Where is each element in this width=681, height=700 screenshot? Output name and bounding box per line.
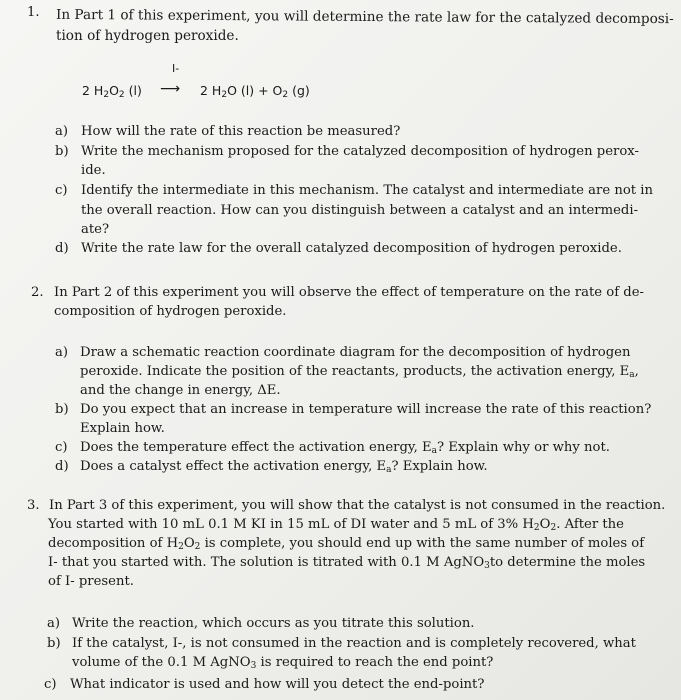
q1-c-text-line-3: ate? <box>81 222 110 237</box>
q2-d-label: d) <box>55 459 69 474</box>
q2-a-label: a) <box>55 345 69 360</box>
question-1-number: 1. <box>27 5 40 20</box>
q3-c-label: c) <box>44 677 57 692</box>
catalyst-label: I- <box>172 62 180 75</box>
q1-c-label: c) <box>55 183 68 198</box>
q3-b-text-line-1: If the catalyst, I-, is not consumed in the reaction and is completely recovered, what <box>72 636 636 651</box>
q3-c-text: What indicator is used and how will you detect the end-point? <box>70 677 485 692</box>
question-3-number: 3. <box>27 498 40 513</box>
question-3-paragraph-line-3: decomposition of $H_2O_2$ is complete, you should end up with the same number of moles of <box>48 536 645 552</box>
q1-c-text-line-2: the overall reaction. How can you distinguish between a catalyst and an intermedi- <box>81 203 639 218</box>
question-2-number: 2. <box>31 285 44 300</box>
q3-a-text: Write the reaction, which occurs as you titrate this solution. <box>72 616 475 631</box>
question-3-paragraph-line-2: You started with 10 mL 0.1 M KI in 15 mL of DI water and 5 mL of 3% $H_2O_2$. After the <box>48 517 624 533</box>
q1-b-text-line-2: ide. <box>81 163 106 178</box>
question-3-paragraph-line-5: of I- present. <box>48 574 134 589</box>
q2-b-text-line-1: Do you expect that an increase in temperature will increase the rate of this reaction? <box>80 402 652 417</box>
q2-d-text: Does a catalyst effect the activation energy, $E_a$? Explain how. <box>80 459 488 475</box>
reaction-arrow: ⟶ <box>160 81 181 97</box>
q1-d-text: Write the rate law for the overall catalyzed decomposition of hydrogen peroxide. <box>81 241 622 256</box>
q1-d-label: d) <box>55 241 69 256</box>
q2-a-text-line-1: Draw a schematic reaction coordinate diagram for the decomposition of hydrogen <box>80 345 631 360</box>
q2-b-label: b) <box>55 402 69 417</box>
q3-a-label: a) <box>47 616 61 631</box>
q1-c-text-line-1: Identify the intermediate in this mechanism. The catalyst and intermediate are not in <box>81 183 653 198</box>
q2-c-label: c) <box>55 440 68 455</box>
q2-a-text-line-2: peroxide. Indicate the position of the reactants, products, the activation energy, $E_a$, <box>80 364 639 380</box>
question-2-intro-line-1: In Part 2 of this experiment you will observe the effect of temperature on the rate of de- <box>54 285 644 300</box>
question-3-paragraph-line-4: I- that you started with. The solution is titrated with 0.1 M AgNO$_3$to determine the moles <box>48 555 646 571</box>
q2-a-text-line-3: and the change in energy, ΔE. <box>80 383 281 398</box>
q1-b-label: b) <box>55 144 69 159</box>
q2-c-text: Does the temperature effect the activation energy, $E_a$? Explain why or why not. <box>80 440 610 456</box>
question-2-intro-line-2: composition of hydrogen peroxide. <box>54 304 287 319</box>
q1-a-text: How will the rate of this reaction be measured? <box>81 124 401 139</box>
q1-a-label: a) <box>55 124 69 139</box>
equation-products: 2 $H_2O$ $(l) + O_2$ (g) <box>200 83 310 100</box>
question-1-intro-line-2: tion of hydrogen peroxide. <box>56 28 239 44</box>
q3-b-text-line-2: volume of the 0.1 M AgNO$_3$ is required to reach the end point? <box>72 655 494 671</box>
q2-b-text-line-2: Explain how. <box>80 421 165 436</box>
q3-b-label: b) <box>47 636 61 651</box>
question-3-paragraph-line-1: In Part 3 of this experiment, you will show that the catalyst is not consumed in the reaction. <box>49 498 666 513</box>
question-1-intro-line-1: In Part 1 of this experiment, you will determine the rate law for the catalyzed decomposi- <box>55 6 674 28</box>
equation-reactants: 2 $H_2O_2$ (l) <box>82 83 142 100</box>
q1-b-text-line-1: Write the mechanism proposed for the catalyzed decomposition of hydrogen perox- <box>81 144 639 159</box>
